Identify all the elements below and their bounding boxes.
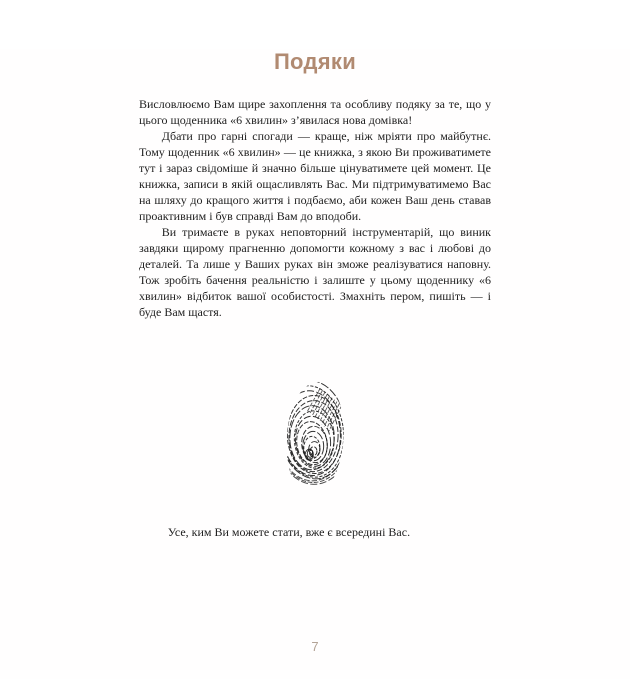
fingerprint-icon (272, 377, 358, 503)
fingerprint-image (272, 377, 358, 503)
paragraph-1: Висловлюємо Вам щире захоплення та особливу подяку за те, що у цього щоденника «6 хвилин» з’явилася нова домівка! (139, 97, 491, 127)
book-page (0, 49, 630, 679)
paragraph-3: Ви тримаєте в руках неповторний інструментарій, що виник завдяки щирому прагненню допомогти кожному з вас і любові до деталей. Та лише у Ваших руках він зможе реалізуватися наповну. Тож зробіть бачення реальністю і залиште у цьому щоденнику «6 хвилин» відбиток вашої особистості. Змахніть пером, пишіть — і буде Вам щастя. (139, 225, 491, 319)
body-text (139, 96, 491, 320)
paragraph-2: Дбати про гарні спогади — краще, ніж мріяти про майбутнє. Тому щоденник «6 хвилин» — це книжка, з якою Ви проживатимете тут і зараз свідоміше й значно більше цінуватимете цей момент. Це книжка, записи в якій ощасливлять Вас. Ми підтримуватимемо Вас на шляху до кращого життя і подбаємо, аби кожен Ваш день ставав проактивним і був справді Вам до вподоби. (139, 129, 491, 223)
caption-text: Усе, ким Ви можете стати, вже є всередині Вас. (167, 525, 411, 539)
page-title: Подяки (273, 49, 357, 74)
page-number: 7 (311, 639, 319, 654)
